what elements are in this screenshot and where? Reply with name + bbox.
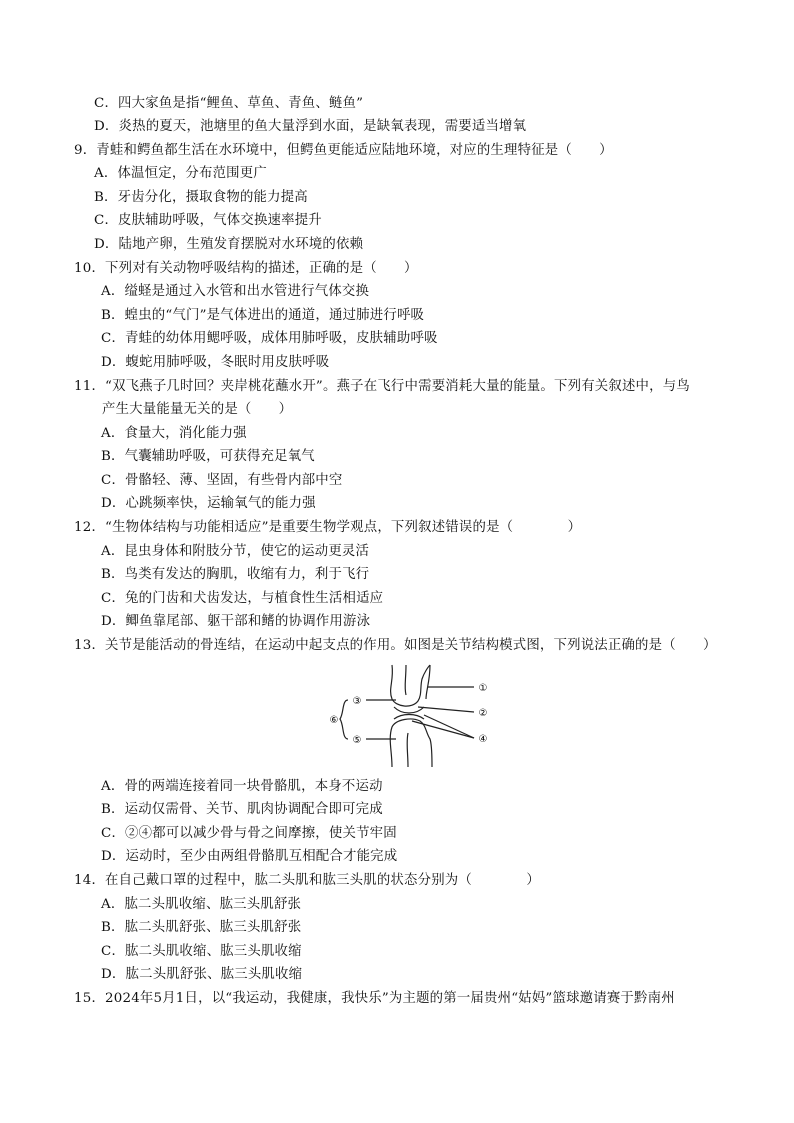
q10-option-a: A．缢蛏是通过入水管和出水管进行气体交换 (101, 284, 370, 299)
q8-option-c: C．四大家鱼是指“鲤鱼、草鱼、青鱼、鲢鱼” (94, 96, 364, 111)
question-9: 9．青蛙和鳄鱼都生活在水环境中，但鳄鱼更能适应陆地环境，对应的生理特征是（ ） (74, 143, 613, 158)
upper-cartilage (394, 707, 424, 713)
q12-option-b: B．鸟类有发达的胸肌，收缩有力，利于飞行 (101, 567, 370, 582)
label-5: ⑤ (352, 735, 362, 746)
q12-option-d: D．鲫鱼靠尾部、躯干部和鳍的协调作用游泳 (101, 614, 371, 629)
label-6: ⑥ (329, 715, 339, 726)
question-15: 15．2024年5月1日，以“我运动，我健康，我快乐”为主题的第一届贵州“姑妈”篮球邀请赛于黔南州 (74, 991, 675, 1006)
q13-option-d: D．运动时，至少由两组骨骼肌互相配合才能完成 (101, 849, 398, 864)
q13-option-a: A．骨的两端连接着同一块骨骼肌，本身不运动 (101, 779, 383, 794)
q10-option-b: B．蝗虫的“气门”是气体进出的通道，通过肺进行呼吸 (101, 308, 425, 323)
brace-6 (340, 700, 348, 739)
q11-option-a: A．食量大，消化能力强 (101, 426, 247, 441)
joint-structure-diagram (326, 663, 496, 769)
label-4: ④ (478, 734, 488, 745)
joint-diagram-svg (326, 663, 496, 769)
q14-option-d: D．肱二头肌舒张、肱三头肌收缩 (101, 967, 303, 982)
label-2: ② (478, 708, 488, 719)
label-3: ③ (352, 696, 362, 707)
label-1: ① (478, 683, 488, 694)
q8-option-d: D．炎热的夏天，池塘里的鱼大量浮到水面，是缺氧表现，需要适当增氧 (94, 119, 527, 134)
q13-option-b: B．运动仅需骨、关节、肌肉协调配合即可完成 (101, 802, 383, 817)
leader-2 (418, 707, 474, 712)
question-12: 12．“生物体结构与功能相适应”是重要生物学观点，下列叙述错误的是（ ） (74, 520, 582, 535)
lower-bone-outline (390, 719, 432, 767)
q9-option-a: A．体温恒定，分布范围更广 (94, 166, 267, 181)
q10-option-d: D．蝮蛇用肺呼吸，冬眠时用皮肤呼吸 (101, 355, 330, 370)
q14-option-c: C．肱二头肌收缩、肱三头肌收缩 (101, 944, 302, 959)
question-13: 13．关节是能活动的骨连结，在运动中起支点的作用。如图是关节结构模式图，下列说法正确的是（ ） (74, 638, 717, 653)
q11-option-d: D．心跳频率快，运输氧气的能力强 (101, 496, 316, 511)
question-11: 11．“双飞燕子几时回？夹岸桃花蘸水开”。燕子在飞行中需要消耗大量的能量。下列有关叙述中，与鸟 (74, 379, 690, 394)
lower-cartilage (394, 715, 424, 720)
q9-option-b: B．牙齿分化，摄取食物的能力提高 (94, 190, 308, 205)
question-14: 14．在自己戴口罩的过程中，肱二头肌和肱三头肌的状态分别为（ ） (74, 873, 540, 888)
q12-option-c: C．兔的门齿和犬齿发达，与植食性生活相适应 (101, 591, 384, 606)
question-10: 10．下列对有关动物呼吸结构的描述，正确的是（ ） (74, 261, 418, 276)
q13-option-c: C．②④都可以减少骨与骨之间摩擦，使关节牢固 (101, 826, 397, 841)
q14-option-a: A．肱二头肌收缩、肱三头肌舒张 (101, 897, 302, 912)
q10-option-c: C．青蛙的幼体用鳃呼吸，成体用肺呼吸，皮肤辅助呼吸 (101, 331, 438, 346)
upper-bone-outline (391, 665, 430, 706)
question-11-continued: 产生大量能量无关的是（ ） (102, 402, 293, 417)
upper-bone-inner (405, 665, 406, 695)
q9-option-d: D．陆地产卵，生殖发育摆脱对水环境的依赖 (94, 237, 364, 252)
q14-option-b: B．肱二头肌舒张、肱三头肌舒张 (101, 920, 302, 935)
q9-option-c: C．皮肤辅助呼吸，气体交换速率提升 (94, 213, 322, 228)
lower-bone-inner (407, 733, 408, 767)
q11-option-b: B．气囊辅助呼吸，可获得充足氧气 (101, 449, 315, 464)
q12-option-a: A．昆虫身体和附肢分节，使它的运动更灵活 (101, 544, 370, 559)
q11-option-c: C．骨骼轻、薄、坚固，有些骨内部中空 (101, 473, 343, 488)
